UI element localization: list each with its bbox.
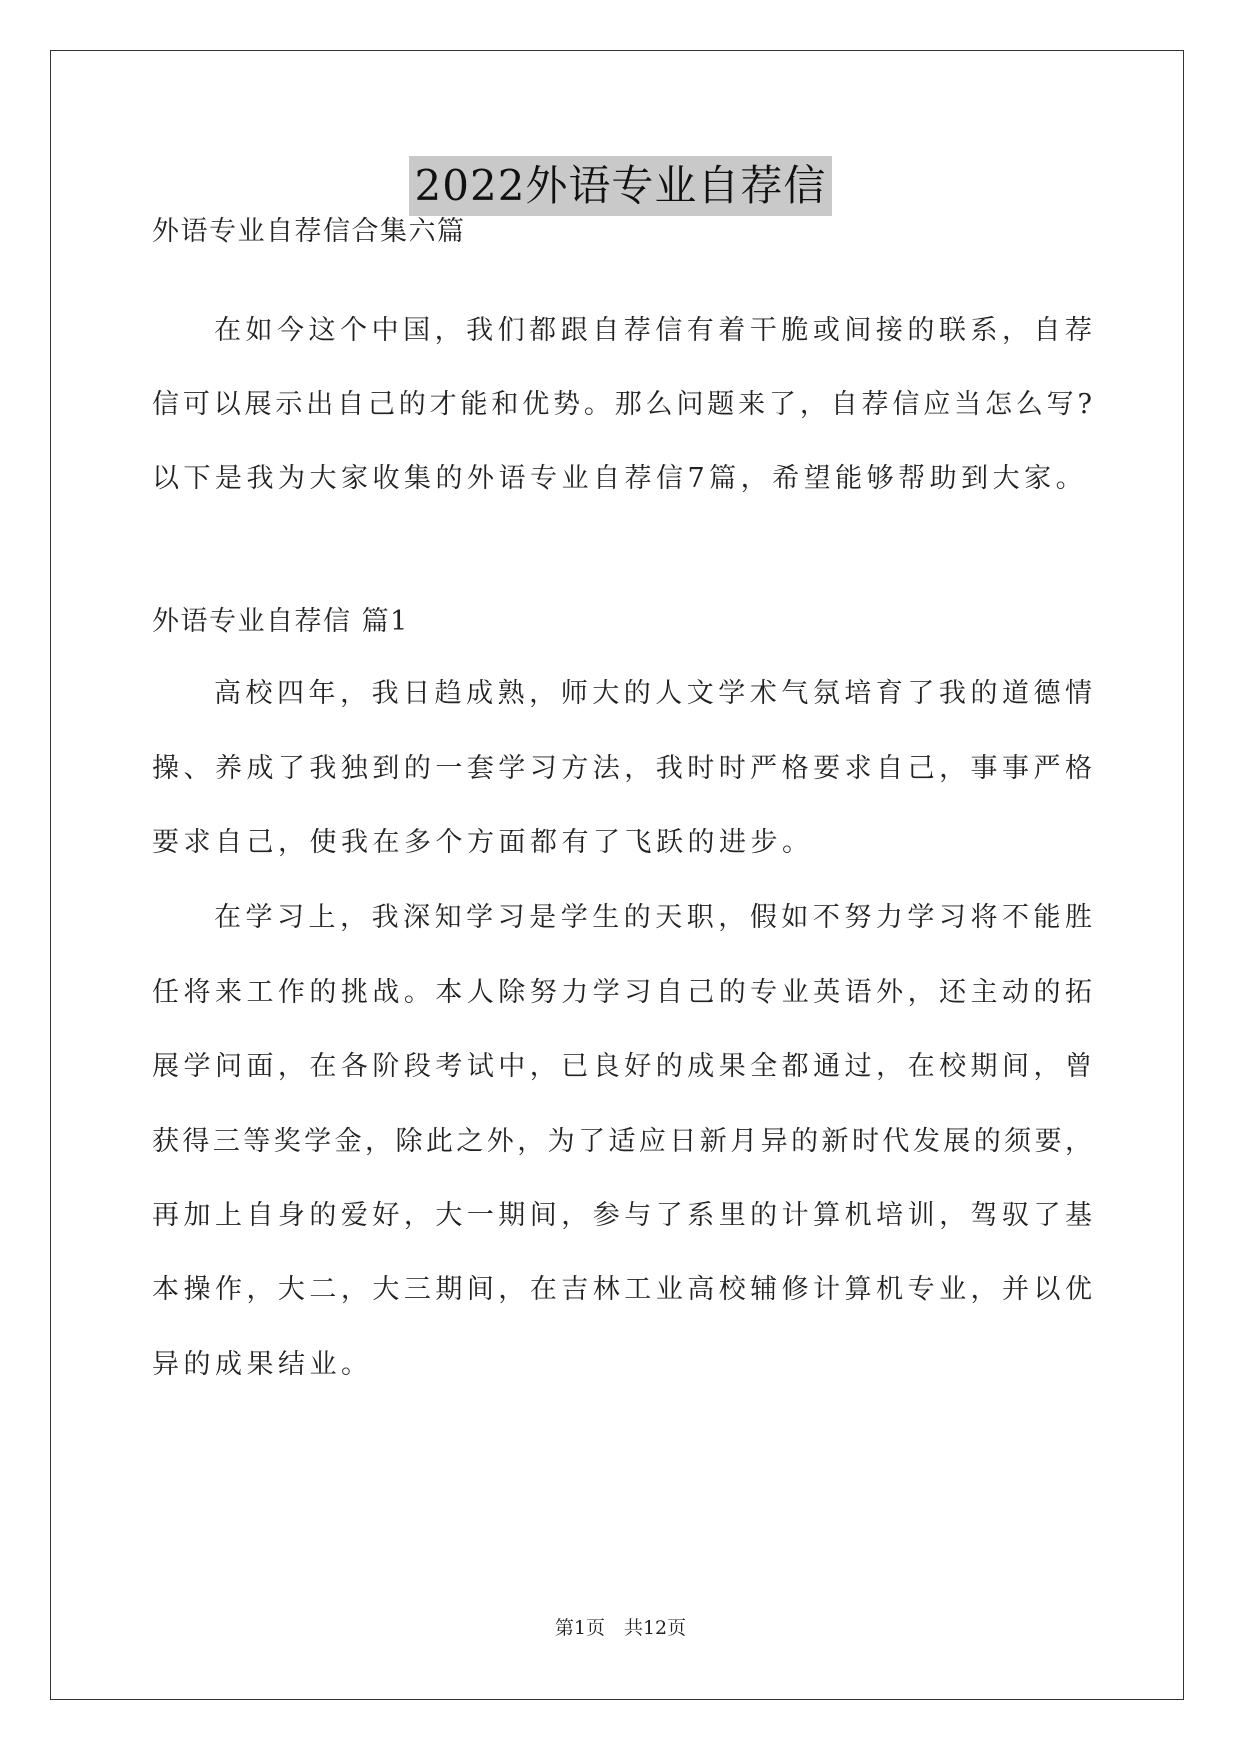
intro-line-2: 信可以展示出自己的才能和优势。那么问题来了，自荐信应当怎么写?	[152, 389, 1092, 420]
para2-line-7: 异的成果结业。	[152, 1349, 373, 1380]
para2-line-1: 在学习上，我深知学习是学生的天职，假如不努力学习将不能胜	[214, 902, 1092, 933]
document-subtitle: 外语专业自荐信合集六篇	[152, 216, 466, 247]
para1-line-3: 要求自己，使我在多个方面都有了飞跃的进步。	[152, 827, 814, 858]
title-container	[0, 156, 1241, 216]
intro-line-1: 在如今这个中国，我们都跟自荐信有着干脆或间接的联系，自荐	[214, 315, 1092, 346]
page-number-footer: 第1页 共12页	[554, 1617, 687, 1639]
intro-line-3: 以下是我为大家收集的外语专业自荐信7篇，希望能够帮助到大家。	[152, 463, 1088, 494]
para2-line-6: 本操作，大二，大三期间，在吉林工业高校辅修计算机专业，并以优	[152, 1274, 1092, 1305]
para2-line-4: 获得三等奖学金，除此之外，为了适应日新月异的新时代发展的须要，	[152, 1126, 1092, 1157]
section-heading: 外语专业自荐信 篇1	[152, 606, 409, 637]
para2-line-5: 再加上自身的爱好，大一期间，参与了系里的计算机培训，驾驭了基	[152, 1200, 1092, 1231]
para2-line-3: 展学问面，在各阶段考试中，已良好的成果全都通过，在校期间，曾	[152, 1051, 1092, 1082]
para1-line-2: 操、养成了我独到的一套学习方法，我时时严格要求自己，事事严格	[152, 753, 1092, 784]
para2-line-2: 任将来工作的挑战。本人除努力学习自己的专业英语外，还主动的拓	[152, 977, 1092, 1008]
document-title: 2022外语专业自荐信	[409, 156, 833, 216]
para1-line-1: 高校四年，我日趋成熟，师大的人文学术气氛培育了我的道德情	[214, 678, 1092, 709]
page-border	[50, 50, 1184, 1700]
